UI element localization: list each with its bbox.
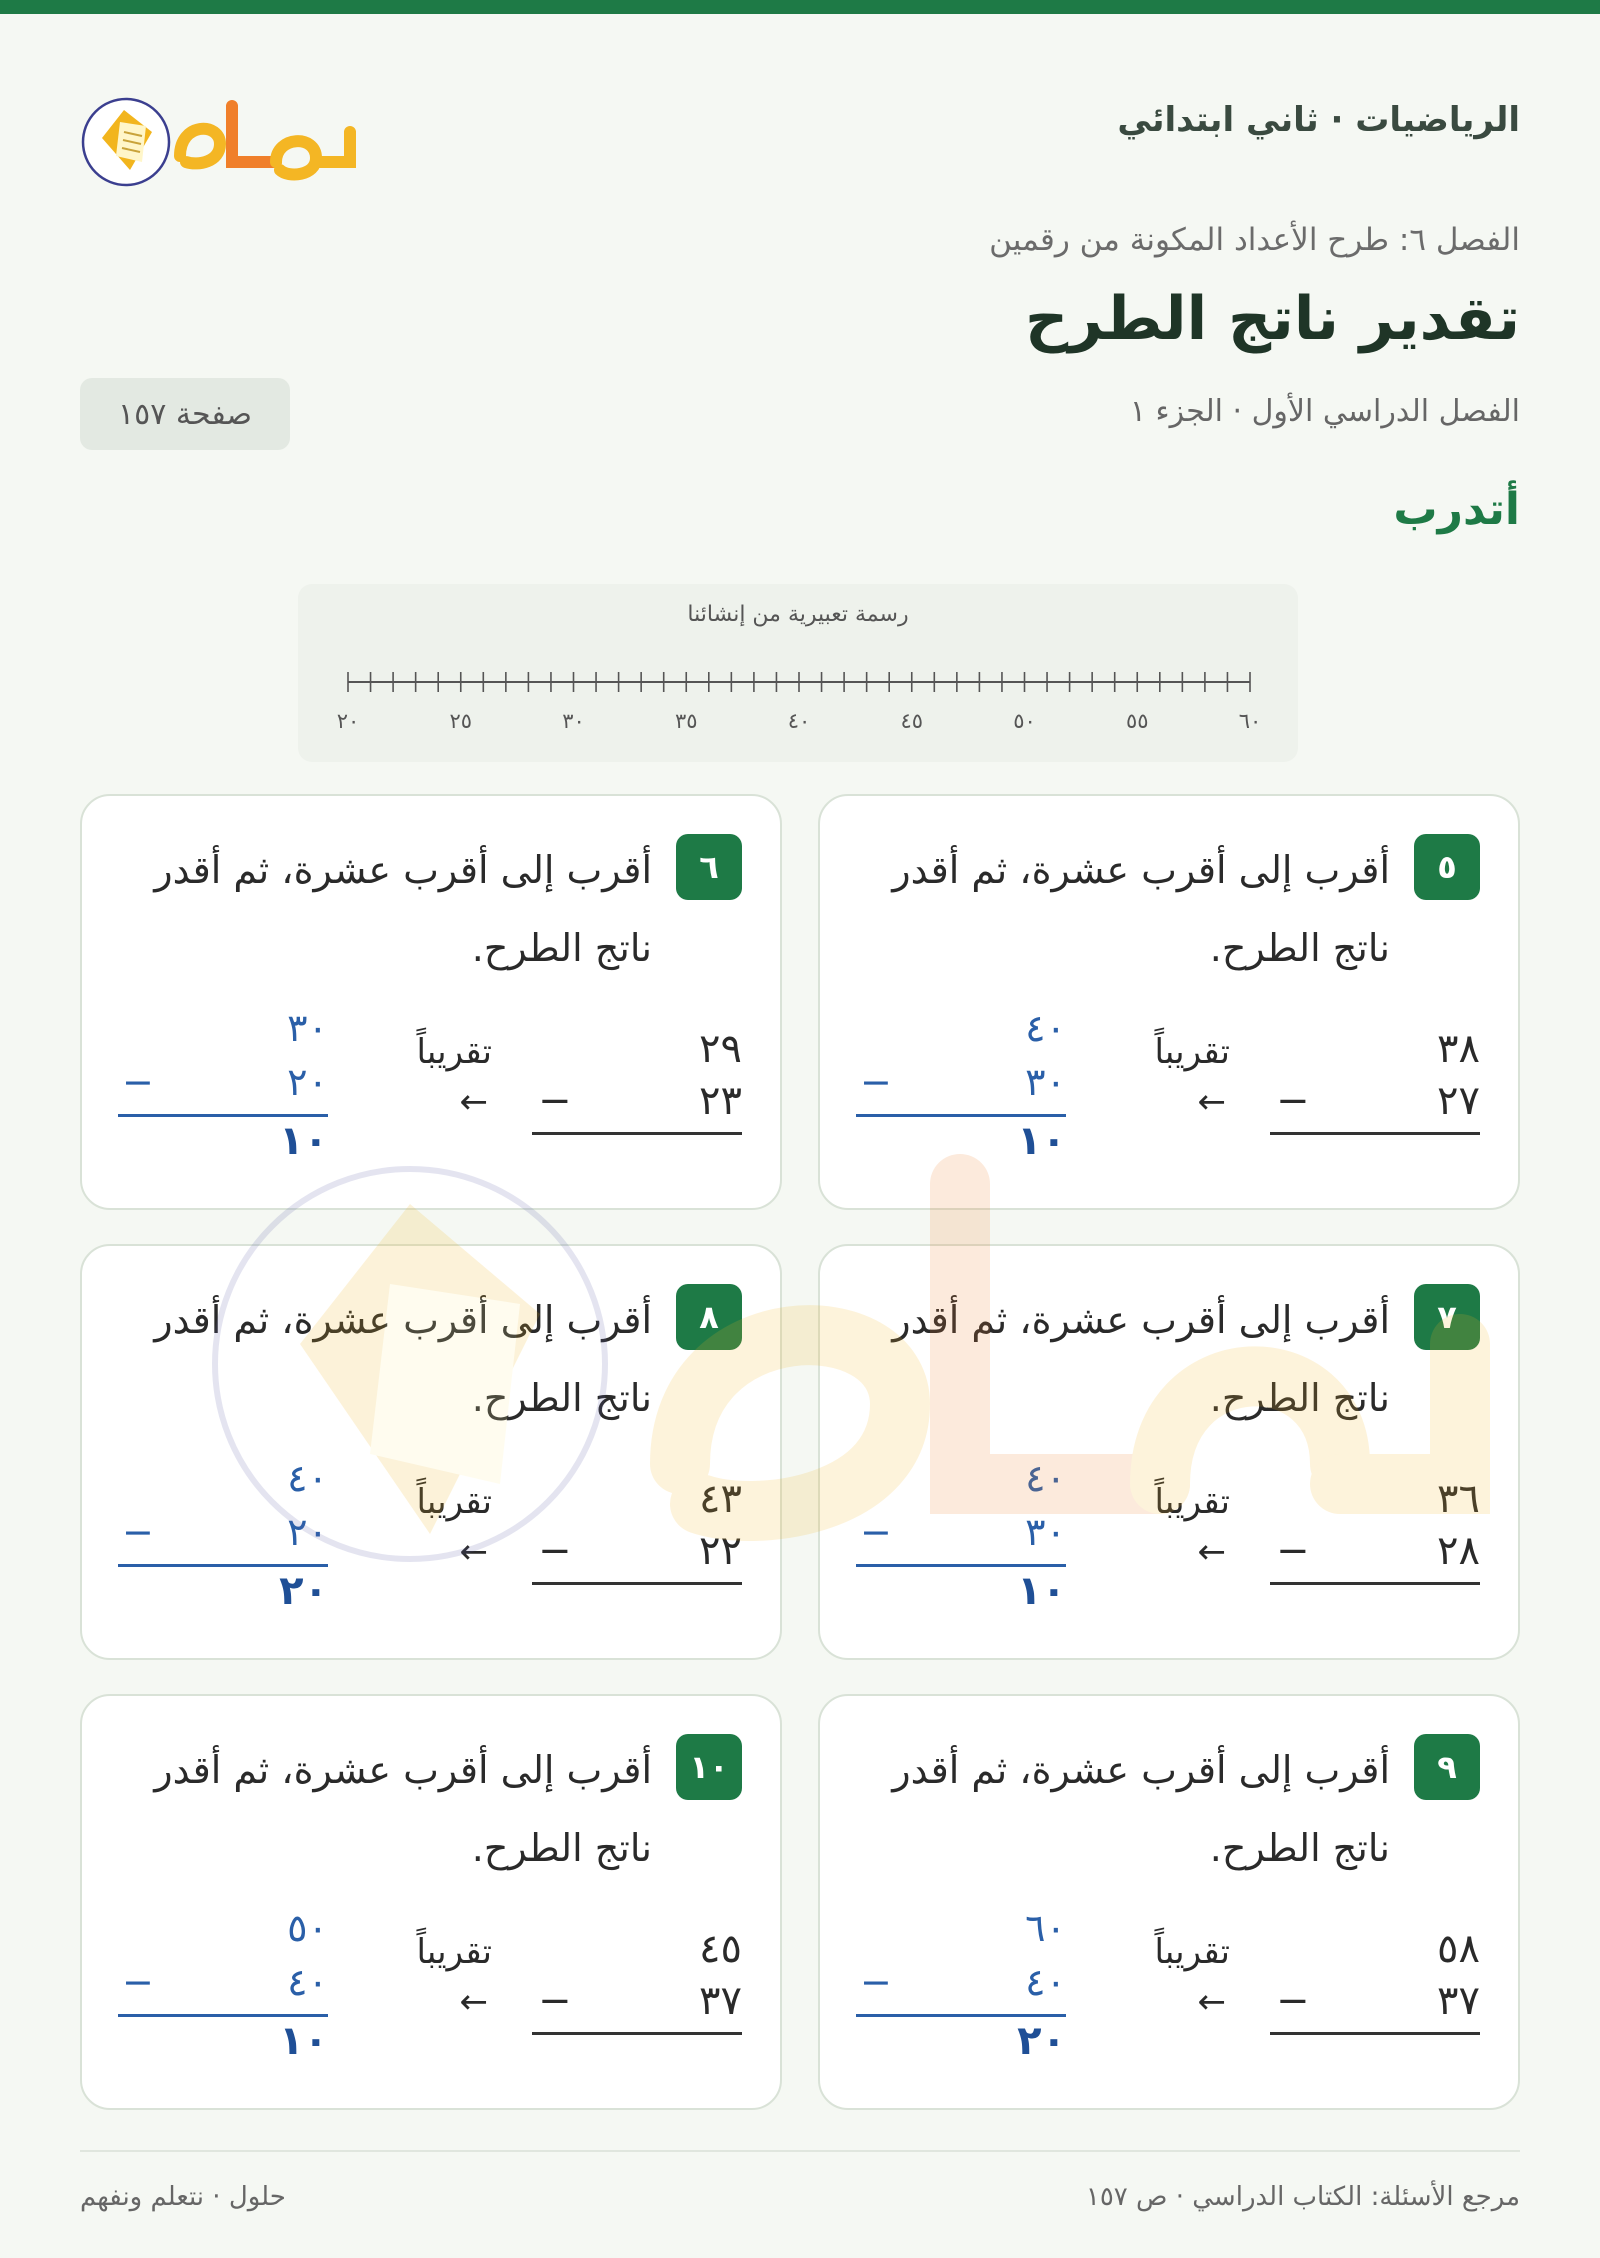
approx-label: تقريباً <box>1154 1932 1230 1972</box>
arrow-left-icon: ← <box>1197 1982 1226 2022</box>
rounded-subtrahend: ٢٠ <box>287 1510 328 1554</box>
top-accent-bar <box>0 0 1600 14</box>
minus-sign: − <box>122 1960 154 2004</box>
estimate-line <box>856 1114 1066 1117</box>
term-label: الفصل الدراسي الأول · الجزء ١ <box>1129 394 1520 429</box>
exercise-card <box>80 1244 782 1660</box>
number-line-label: ٣٠ <box>562 709 585 733</box>
page-number-badge: صفحة ١٥٧ <box>80 378 290 450</box>
minus-sign: − <box>860 1960 892 2004</box>
estimate-line <box>856 1564 1066 1567</box>
exercise-instruction-cont: ناتج الطرح. <box>1209 1826 1390 1870</box>
minus-sign: − <box>1276 1528 1310 1574</box>
exercise-card <box>818 1694 1520 2110</box>
number-line-label: ٣٥ <box>674 709 698 733</box>
arrow-left-icon: ← <box>1197 1532 1226 1572</box>
exercise-card <box>818 794 1520 1210</box>
minus-sign: − <box>860 1510 892 1554</box>
estimate-line <box>118 1564 328 1567</box>
subject-label: الرياضيات · ثاني ابتدائي <box>1117 100 1520 140</box>
number-line-label: ٢٠ <box>336 709 360 733</box>
approx-label: تقريباً <box>1154 1482 1230 1522</box>
section-heading: أتدرب <box>1393 484 1520 535</box>
exercise-instruction-cont: ناتج الطرح. <box>1209 926 1390 970</box>
exercise-number: ٩ <box>1414 1734 1480 1800</box>
rounded-minuend: ٤٠ <box>1025 1006 1066 1050</box>
estimated-difference: ٢٠ <box>1017 2018 1066 2064</box>
subtrahend: ٣٧ <box>699 1978 742 2024</box>
minuend: ٣٨ <box>1437 1026 1480 1072</box>
subtrahend: ٢٣ <box>699 1078 742 1124</box>
logo-icon <box>80 66 370 196</box>
subtraction-line <box>532 2032 742 2035</box>
rounded-minuend: ٤٠ <box>1025 1456 1066 1500</box>
exercise-instruction: أقرب إلى أقرب عشرة، ثم أقدر <box>154 848 652 892</box>
arrow-left-icon: ← <box>1197 1082 1226 1122</box>
number-line-label: ٥٠ <box>1013 709 1036 733</box>
estimated-difference: ٢٠ <box>279 1568 328 1614</box>
subtrahend: ٢٧ <box>1437 1078 1480 1124</box>
estimate-line <box>118 1114 328 1117</box>
estimate-line <box>118 2014 328 2017</box>
number-line-illustration <box>298 584 1298 762</box>
exercise-number: ١٠ <box>676 1734 742 1800</box>
estimated-subtraction <box>118 1006 328 1166</box>
number-line-label: ٦٠ <box>1238 709 1262 733</box>
minuend: ٤٣ <box>699 1476 742 1522</box>
minus-sign: − <box>122 1510 154 1554</box>
estimated-subtraction <box>856 1456 1066 1616</box>
approx-label: تقريباً <box>416 1932 492 1972</box>
minus-sign: − <box>1276 1078 1310 1124</box>
subtraction-line <box>1270 1132 1480 1135</box>
exercise-instruction: أقرب إلى أقرب عشرة، ثم أقدر <box>892 1748 1390 1792</box>
subtrahend: ٢٨ <box>1437 1528 1480 1574</box>
arrow-left-icon: ← <box>459 1982 488 2022</box>
minuend: ٣٦ <box>1437 1476 1480 1522</box>
subtrahend: ٣٧ <box>1437 1978 1480 2024</box>
worksheet-page <box>80 14 1520 2258</box>
exercise-instruction: أقرب إلى أقرب عشرة، ثم أقدر <box>154 1298 652 1342</box>
approx-label: تقريباً <box>1154 1032 1230 1072</box>
number-line-label: ٤٠ <box>787 709 811 733</box>
estimated-difference: ١٠ <box>1017 1568 1066 1614</box>
exercise-card <box>818 1244 1520 1660</box>
estimate-line <box>856 2014 1066 2017</box>
exercise-card <box>80 794 782 1210</box>
minus-sign: − <box>538 1528 572 1574</box>
estimated-difference: ١٠ <box>279 1118 328 1164</box>
minus-sign: − <box>538 1978 572 2024</box>
exercise-instruction: أقرب إلى أقرب عشرة، ثم أقدر <box>154 1748 652 1792</box>
minus-sign: − <box>122 1060 154 1104</box>
rounded-minuend: ٥٠ <box>287 1906 328 1950</box>
rounded-subtrahend: ٢٠ <box>287 1060 328 1104</box>
exercise-instruction: أقرب إلى أقرب عشرة، ثم أقدر <box>892 1298 1390 1342</box>
rounded-subtrahend: ٤٠ <box>1025 1960 1066 2004</box>
rounded-subtrahend: ٣٠ <box>1025 1060 1066 1104</box>
exercise-instruction-cont: ناتج الطرح. <box>471 1376 652 1420</box>
number-line-label: ٥٥ <box>1125 709 1149 733</box>
subtrahend: ٢٢ <box>699 1528 742 1574</box>
estimated-subtraction <box>118 1456 328 1616</box>
illustration-caption: رسمة تعبيرية من إنشائنا <box>687 602 909 627</box>
minus-sign: − <box>1276 1978 1310 2024</box>
rounded-minuend: ٤٠ <box>287 1456 328 1500</box>
page-title: تقدير ناتج الطرح <box>1025 284 1520 354</box>
footer-source: مرجع الأسئلة: الكتاب الدراسي · ص ١٥٧ <box>1085 2182 1520 2212</box>
footer-brand: حلول · نتعلم ونفهم <box>80 2182 286 2212</box>
rounded-subtrahend: ٤٠ <box>287 1960 328 2004</box>
subtraction-line <box>532 1582 742 1585</box>
subtraction-line <box>532 1132 742 1135</box>
subtraction-line <box>1270 1582 1480 1585</box>
arrow-left-icon: ← <box>459 1082 488 1122</box>
estimated-subtraction <box>118 1906 328 2066</box>
footer-divider <box>80 2150 1520 2152</box>
exercise-number: ٧ <box>1414 1284 1480 1350</box>
rounded-minuend: ٦٠ <box>1025 1906 1066 1950</box>
number-line <box>298 584 1298 762</box>
subtraction-line <box>1270 2032 1480 2035</box>
estimated-difference: ١٠ <box>1017 1118 1066 1164</box>
estimated-subtraction <box>856 1006 1066 1166</box>
estimated-subtraction <box>856 1906 1066 2066</box>
exercise-instruction-cont: ناتج الطرح. <box>1209 1376 1390 1420</box>
approx-label: تقريباً <box>416 1482 492 1522</box>
rounded-subtrahend: ٣٠ <box>1025 1510 1066 1554</box>
exercise-number: ٨ <box>676 1284 742 1350</box>
minuend: ٤٥ <box>699 1926 742 1972</box>
page-header <box>80 14 1520 214</box>
minuend: ٢٩ <box>699 1026 742 1072</box>
exercise-card <box>80 1694 782 2110</box>
estimated-difference: ١٠ <box>279 2018 328 2064</box>
logo <box>80 66 370 196</box>
exercise-instruction: أقرب إلى أقرب عشرة، ثم أقدر <box>892 848 1390 892</box>
chapter-label: الفصل ٦: طرح الأعداد المكونة من رقمين <box>989 222 1520 258</box>
exercise-number: ٥ <box>1414 834 1480 900</box>
exercise-instruction-cont: ناتج الطرح. <box>471 1826 652 1870</box>
number-line-label: ٤٥ <box>900 709 924 733</box>
minuend: ٥٨ <box>1437 1926 1480 1972</box>
approx-label: تقريباً <box>416 1032 492 1072</box>
minus-sign: − <box>538 1078 572 1124</box>
exercise-instruction-cont: ناتج الطرح. <box>471 926 652 970</box>
rounded-minuend: ٣٠ <box>287 1006 328 1050</box>
number-line-label: ٢٥ <box>449 709 473 733</box>
exercise-number: ٦ <box>676 834 742 900</box>
minus-sign: − <box>860 1060 892 1104</box>
arrow-left-icon: ← <box>459 1532 488 1572</box>
